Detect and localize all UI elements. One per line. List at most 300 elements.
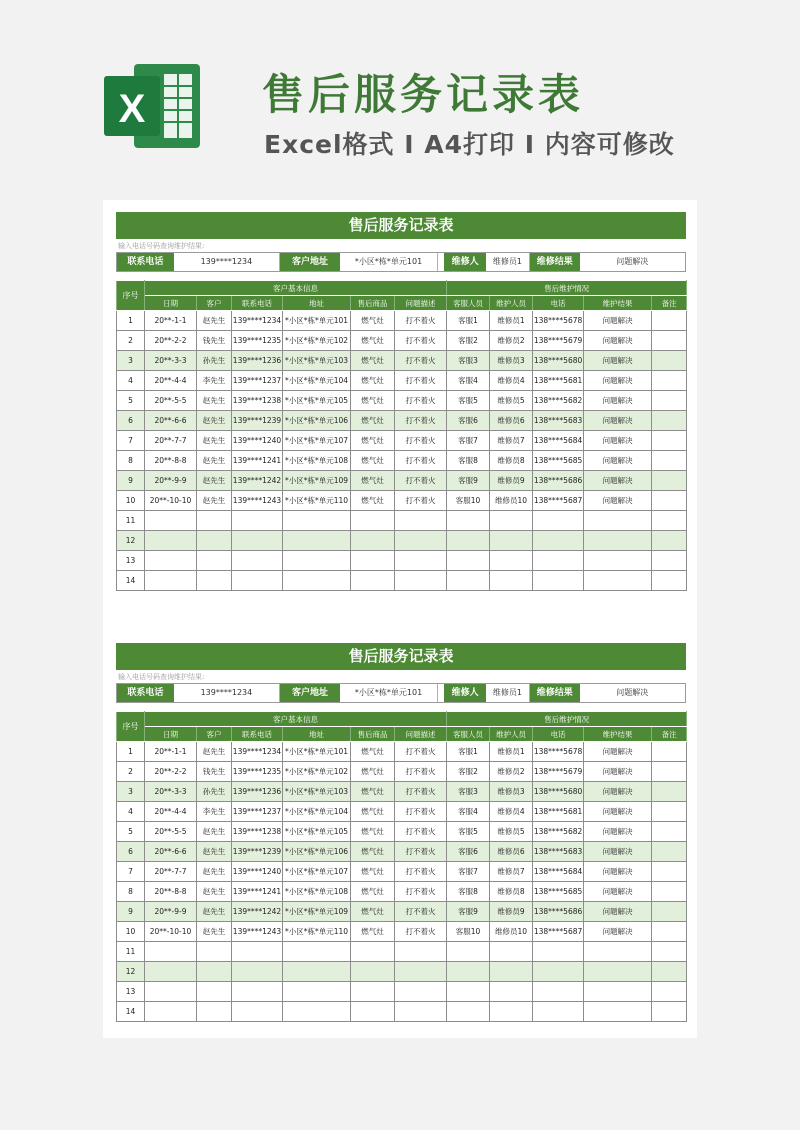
table-cell: 138****5684 xyxy=(533,862,584,882)
table-cell xyxy=(283,571,351,591)
table-cell: 维修员6 xyxy=(490,842,533,862)
table-cell: 138****5682 xyxy=(533,391,584,411)
repairer-label: 维修人 xyxy=(444,253,486,271)
table-cell xyxy=(145,982,197,1002)
table-cell xyxy=(447,942,490,962)
table-cell: 燃气灶 xyxy=(351,431,395,451)
phone-label: 联系电话 xyxy=(117,253,174,271)
table-cell: 孙先生 xyxy=(197,351,232,371)
table-cell xyxy=(447,962,490,982)
table-cell: 问题解决 xyxy=(584,451,652,471)
table-cell: 问题解决 xyxy=(584,802,652,822)
table-cell xyxy=(490,962,533,982)
table-cell: 维修员7 xyxy=(490,862,533,882)
table-cell xyxy=(533,511,584,531)
table-cell: 问题解决 xyxy=(584,762,652,782)
table-cell xyxy=(584,531,652,551)
row-number: 1 xyxy=(117,742,145,762)
table-cell xyxy=(652,882,687,902)
table-cell: *小区*栋*单元105 xyxy=(283,822,351,842)
table-row xyxy=(117,491,687,511)
table-cell xyxy=(652,431,687,451)
table-cell: 打不着火 xyxy=(395,882,447,902)
table-cell xyxy=(395,531,447,551)
table-cell: 燃气灶 xyxy=(351,762,395,782)
table-row xyxy=(117,1002,687,1022)
table-row xyxy=(117,982,687,1002)
table-cell: 客服3 xyxy=(447,351,490,371)
table-cell: 打不着火 xyxy=(395,371,447,391)
row-number: 4 xyxy=(117,802,145,822)
table-cell xyxy=(652,742,687,762)
column-header: 客服人员 xyxy=(447,296,490,311)
table-cell xyxy=(395,942,447,962)
table-cell: 燃气灶 xyxy=(351,802,395,822)
phone-input[interactable]: 139****1234 xyxy=(174,253,280,271)
table-cell: 赵先生 xyxy=(197,391,232,411)
table-cell xyxy=(652,351,687,371)
column-header: 维护人员 xyxy=(490,727,533,742)
table-row xyxy=(117,351,687,371)
table-cell: 问题解决 xyxy=(584,822,652,842)
table-cell: 燃气灶 xyxy=(351,391,395,411)
column-header: 日期 xyxy=(145,727,197,742)
table-cell: 客服4 xyxy=(447,371,490,391)
page-title: 售后服务记录表 xyxy=(262,70,585,119)
table-cell: 139****1243 xyxy=(232,491,283,511)
table-cell xyxy=(232,531,283,551)
table-cell: 李先生 xyxy=(197,371,232,391)
table-cell: 20**-3-3 xyxy=(145,782,197,802)
row-number: 7 xyxy=(117,431,145,451)
table-cell: 20**-9-9 xyxy=(145,902,197,922)
table-cell: 139****1237 xyxy=(232,802,283,822)
table-cell: 20**-4-4 xyxy=(145,802,197,822)
row-number: 1 xyxy=(117,311,145,331)
table-cell: 问题解决 xyxy=(584,862,652,882)
table-cell: 打不着火 xyxy=(395,491,447,511)
seq-header: 序号 xyxy=(117,281,145,311)
table-cell: 燃气灶 xyxy=(351,311,395,331)
table-row xyxy=(117,331,687,351)
table-row xyxy=(117,742,687,762)
row-number: 4 xyxy=(117,371,145,391)
table-cell: 维修员10 xyxy=(490,491,533,511)
table-cell: 138****5685 xyxy=(533,451,584,471)
table-cell: 问题解决 xyxy=(584,391,652,411)
row-number: 8 xyxy=(117,882,145,902)
table-cell: *小区*栋*单元104 xyxy=(283,802,351,822)
table-cell: 问题解决 xyxy=(584,882,652,902)
table-cell xyxy=(232,982,283,1002)
table-cell: 燃气灶 xyxy=(351,351,395,371)
table-cell: 138****5686 xyxy=(533,902,584,922)
table-cell: 维修员4 xyxy=(490,371,533,391)
sheet-page xyxy=(103,200,697,1038)
table-cell: *小区*栋*单元108 xyxy=(283,882,351,902)
row-number: 2 xyxy=(117,331,145,351)
table-cell: 139****1242 xyxy=(232,902,283,922)
table-row xyxy=(117,531,687,551)
table-cell: 问题解决 xyxy=(584,431,652,451)
table-cell: 138****5681 xyxy=(533,802,584,822)
record-block xyxy=(116,643,686,1022)
table-cell: 138****5683 xyxy=(533,411,584,431)
table-cell: 139****1234 xyxy=(232,311,283,331)
column-header: 备注 xyxy=(652,296,687,311)
table-cell: 客服5 xyxy=(447,822,490,842)
row-number: 6 xyxy=(117,411,145,431)
row-number: 5 xyxy=(117,822,145,842)
table-cell xyxy=(652,1002,687,1022)
table-cell: 燃气灶 xyxy=(351,471,395,491)
table-cell xyxy=(652,371,687,391)
table-cell xyxy=(145,962,197,982)
column-header: 备注 xyxy=(652,727,687,742)
logo-letter: X xyxy=(118,87,146,131)
table-cell: 赵先生 xyxy=(197,842,232,862)
table-cell: 139****1237 xyxy=(232,371,283,391)
table-cell: 139****1235 xyxy=(232,762,283,782)
table-cell: 20**-1-1 xyxy=(145,742,197,762)
table-row xyxy=(117,451,687,471)
table-cell: 维修员8 xyxy=(490,451,533,471)
table-cell: *小区*栋*单元101 xyxy=(283,311,351,331)
table-cell: 139****1239 xyxy=(232,411,283,431)
row-number: 2 xyxy=(117,762,145,782)
table-cell: 维修员9 xyxy=(490,902,533,922)
table-cell: *小区*栋*单元104 xyxy=(283,371,351,391)
table-cell: 维修员1 xyxy=(490,742,533,762)
table-cell xyxy=(490,1002,533,1022)
table-cell xyxy=(533,962,584,982)
column-header-row xyxy=(117,296,687,311)
address-label: 客户地址 xyxy=(280,253,340,271)
table-row xyxy=(117,882,687,902)
table-cell: 维修员8 xyxy=(490,882,533,902)
table-cell: 139****1235 xyxy=(232,331,283,351)
column-header: 地址 xyxy=(283,296,351,311)
table-cell: 李先生 xyxy=(197,802,232,822)
table-cell xyxy=(652,391,687,411)
table-cell: 打不着火 xyxy=(395,842,447,862)
table-cell: 打不着火 xyxy=(395,311,447,331)
table-cell: 139****1239 xyxy=(232,842,283,862)
table-cell xyxy=(232,942,283,962)
table-cell: 赵先生 xyxy=(197,471,232,491)
table-cell xyxy=(490,511,533,531)
table-cell: 客服7 xyxy=(447,431,490,451)
row-number: 12 xyxy=(117,531,145,551)
table-cell: 燃气灶 xyxy=(351,411,395,431)
result-label: 维修结果 xyxy=(530,684,580,702)
table-cell xyxy=(652,411,687,431)
table-cell xyxy=(395,1002,447,1022)
table-cell xyxy=(145,571,197,591)
column-header: 联系电话 xyxy=(232,296,283,311)
table-cell: 138****5680 xyxy=(533,782,584,802)
table-cell: 赵先生 xyxy=(197,311,232,331)
table-cell: 钱先生 xyxy=(197,762,232,782)
row-number: 9 xyxy=(117,902,145,922)
table-cell xyxy=(197,531,232,551)
query-bar xyxy=(116,252,686,272)
table-cell: 赵先生 xyxy=(197,742,232,762)
table-cell: *小区*栋*单元110 xyxy=(283,922,351,942)
table-cell xyxy=(351,511,395,531)
table-cell xyxy=(197,982,232,1002)
table-cell: 打不着火 xyxy=(395,331,447,351)
table-cell: 20**-5-5 xyxy=(145,822,197,842)
table-cell xyxy=(652,491,687,511)
page-subtitle: Excel格式 I A4打印 I 内容可修改 xyxy=(264,130,675,159)
phone-input[interactable]: 139****1234 xyxy=(174,684,280,702)
table-cell xyxy=(351,571,395,591)
table-cell: 问题解决 xyxy=(584,371,652,391)
table-cell xyxy=(145,1002,197,1022)
column-header: 联系电话 xyxy=(232,727,283,742)
table-cell xyxy=(652,451,687,471)
column-header: 地址 xyxy=(283,727,351,742)
table-row xyxy=(117,942,687,962)
table-cell: 燃气灶 xyxy=(351,862,395,882)
table-cell xyxy=(395,962,447,982)
table-cell: 138****5687 xyxy=(533,491,584,511)
table-cell: *小区*栋*单元102 xyxy=(283,331,351,351)
table-cell: 燃气灶 xyxy=(351,782,395,802)
table-row xyxy=(117,471,687,491)
table-cell: 打不着火 xyxy=(395,391,447,411)
table-cell xyxy=(197,571,232,591)
table-cell: *小区*栋*单元101 xyxy=(283,742,351,762)
table-cell xyxy=(652,962,687,982)
table-cell xyxy=(584,551,652,571)
table-row xyxy=(117,842,687,862)
table-cell xyxy=(652,922,687,942)
column-header-row xyxy=(117,727,687,742)
table-cell xyxy=(197,962,232,982)
table-cell xyxy=(447,1002,490,1022)
service-info-header: 售后维护情况 xyxy=(447,281,687,296)
table-cell xyxy=(652,471,687,491)
table-cell: 问题解决 xyxy=(584,331,652,351)
table-cell: 赵先生 xyxy=(197,922,232,942)
table-cell: 139****1236 xyxy=(232,782,283,802)
table-cell xyxy=(447,571,490,591)
table-cell: 燃气灶 xyxy=(351,902,395,922)
table-cell xyxy=(283,942,351,962)
table-cell: 打不着火 xyxy=(395,922,447,942)
table-cell: 客服8 xyxy=(447,882,490,902)
column-header: 售后商品 xyxy=(351,727,395,742)
table-cell: 打不着火 xyxy=(395,471,447,491)
result-value: 问题解决 xyxy=(580,253,685,271)
table-cell: 燃气灶 xyxy=(351,822,395,842)
table-cell: 客服2 xyxy=(447,331,490,351)
table-cell: 赵先生 xyxy=(197,882,232,902)
sheet-title: 售后服务记录表 xyxy=(116,643,686,670)
row-number: 6 xyxy=(117,842,145,862)
table-row xyxy=(117,902,687,922)
table-cell: 客服9 xyxy=(447,902,490,922)
table-cell xyxy=(283,982,351,1002)
table-cell: 打不着火 xyxy=(395,862,447,882)
table-cell xyxy=(652,511,687,531)
table-cell: 打不着火 xyxy=(395,822,447,842)
table-cell xyxy=(533,531,584,551)
table-cell: 139****1240 xyxy=(232,431,283,451)
table-cell xyxy=(447,551,490,571)
table-cell xyxy=(584,962,652,982)
table-cell: 问题解决 xyxy=(584,902,652,922)
table-cell: *小区*栋*单元103 xyxy=(283,782,351,802)
table-cell xyxy=(652,331,687,351)
query-hint: 输入电话号码查询维护结果: xyxy=(118,242,205,250)
table-cell: 问题解决 xyxy=(584,842,652,862)
table-cell xyxy=(395,982,447,1002)
repairer-value: 维修员1 xyxy=(486,253,530,271)
table-cell xyxy=(351,551,395,571)
excel-icon xyxy=(104,60,204,152)
table-cell xyxy=(490,942,533,962)
table-cell xyxy=(533,571,584,591)
table-cell xyxy=(490,982,533,1002)
table-cell: 燃气灶 xyxy=(351,842,395,862)
table-cell xyxy=(490,531,533,551)
row-number: 11 xyxy=(117,511,145,531)
table-cell xyxy=(652,311,687,331)
table-cell xyxy=(232,1002,283,1022)
table-cell xyxy=(584,1002,652,1022)
table-cell: 维修员6 xyxy=(490,411,533,431)
column-header: 维护人员 xyxy=(490,296,533,311)
table-cell xyxy=(197,551,232,571)
table-cell: 138****5680 xyxy=(533,351,584,371)
table-cell: 打不着火 xyxy=(395,411,447,431)
table-cell: 打不着火 xyxy=(395,902,447,922)
table-cell: 20**-7-7 xyxy=(145,862,197,882)
table-cell: 赵先生 xyxy=(197,491,232,511)
table-cell xyxy=(533,982,584,1002)
row-number: 10 xyxy=(117,922,145,942)
table-cell xyxy=(652,862,687,882)
table-cell: *小区*栋*单元110 xyxy=(283,491,351,511)
query-bar xyxy=(116,683,686,703)
table-cell: *小区*栋*单元105 xyxy=(283,391,351,411)
table-cell: 139****1240 xyxy=(232,862,283,882)
table-cell: 客服10 xyxy=(447,922,490,942)
table-cell: 钱先生 xyxy=(197,331,232,351)
column-header: 客户 xyxy=(197,296,232,311)
table-cell: 孙先生 xyxy=(197,782,232,802)
table-row xyxy=(117,862,687,882)
table-cell xyxy=(533,551,584,571)
table-cell xyxy=(145,551,197,571)
table-cell: 138****5678 xyxy=(533,311,584,331)
table-cell xyxy=(283,962,351,982)
table-cell: 20**-5-5 xyxy=(145,391,197,411)
column-header: 问题描述 xyxy=(395,296,447,311)
table-cell: 问题解决 xyxy=(584,411,652,431)
table-cell: *小区*栋*单元109 xyxy=(283,902,351,922)
table-cell: 燃气灶 xyxy=(351,882,395,902)
table-cell: 维修员9 xyxy=(490,471,533,491)
table-cell xyxy=(447,982,490,1002)
table-cell: 赵先生 xyxy=(197,451,232,471)
table-cell xyxy=(652,942,687,962)
record-block xyxy=(116,212,686,591)
table-cell: 客服8 xyxy=(447,451,490,471)
table-cell xyxy=(232,551,283,571)
table-cell: 打不着火 xyxy=(395,431,447,451)
table-cell xyxy=(145,942,197,962)
column-header: 电话 xyxy=(533,727,584,742)
table-cell: 20**-8-8 xyxy=(145,451,197,471)
table-cell xyxy=(145,531,197,551)
table-cell: 燃气灶 xyxy=(351,922,395,942)
table-cell: 打不着火 xyxy=(395,802,447,822)
table-cell xyxy=(283,531,351,551)
row-number: 3 xyxy=(117,351,145,371)
table-cell xyxy=(351,942,395,962)
record-table xyxy=(116,280,687,591)
row-number: 11 xyxy=(117,942,145,962)
table-cell: 维修员10 xyxy=(490,922,533,942)
table-cell: 维修员5 xyxy=(490,822,533,842)
table-cell xyxy=(652,842,687,862)
record-table xyxy=(116,711,687,1022)
table-cell: 139****1238 xyxy=(232,822,283,842)
row-number: 7 xyxy=(117,862,145,882)
row-number: 14 xyxy=(117,571,145,591)
table-cell: *小区*栋*单元107 xyxy=(283,431,351,451)
table-cell: 20**-10-10 xyxy=(145,491,197,511)
repairer-value: 维修员1 xyxy=(486,684,530,702)
table-cell xyxy=(232,571,283,591)
table-cell: 138****5686 xyxy=(533,471,584,491)
table-cell xyxy=(351,982,395,1002)
table-cell: 139****1243 xyxy=(232,922,283,942)
result-label: 维修结果 xyxy=(530,253,580,271)
table-cell xyxy=(652,982,687,1002)
column-header: 客户 xyxy=(197,727,232,742)
table-cell xyxy=(232,511,283,531)
table-cell xyxy=(584,982,652,1002)
table-row xyxy=(117,551,687,571)
table-cell: 138****5682 xyxy=(533,822,584,842)
column-header: 日期 xyxy=(145,296,197,311)
row-number: 3 xyxy=(117,782,145,802)
table-cell: 20**-6-6 xyxy=(145,411,197,431)
table-cell: 20**-1-1 xyxy=(145,311,197,331)
table-row xyxy=(117,391,687,411)
table-cell xyxy=(283,1002,351,1022)
table-cell: 138****5681 xyxy=(533,371,584,391)
table-cell: *小区*栋*单元106 xyxy=(283,842,351,862)
customer-info-header: 客户基本信息 xyxy=(145,712,447,727)
address-label: 客户地址 xyxy=(280,684,340,702)
table-cell: 打不着火 xyxy=(395,742,447,762)
table-cell: 赵先生 xyxy=(197,902,232,922)
table-row xyxy=(117,411,687,431)
table-cell: 赵先生 xyxy=(197,822,232,842)
table-cell xyxy=(584,511,652,531)
column-header: 售后商品 xyxy=(351,296,395,311)
table-cell: 客服6 xyxy=(447,842,490,862)
column-header: 客服人员 xyxy=(447,727,490,742)
table-cell xyxy=(447,531,490,551)
table-cell: 燃气灶 xyxy=(351,371,395,391)
